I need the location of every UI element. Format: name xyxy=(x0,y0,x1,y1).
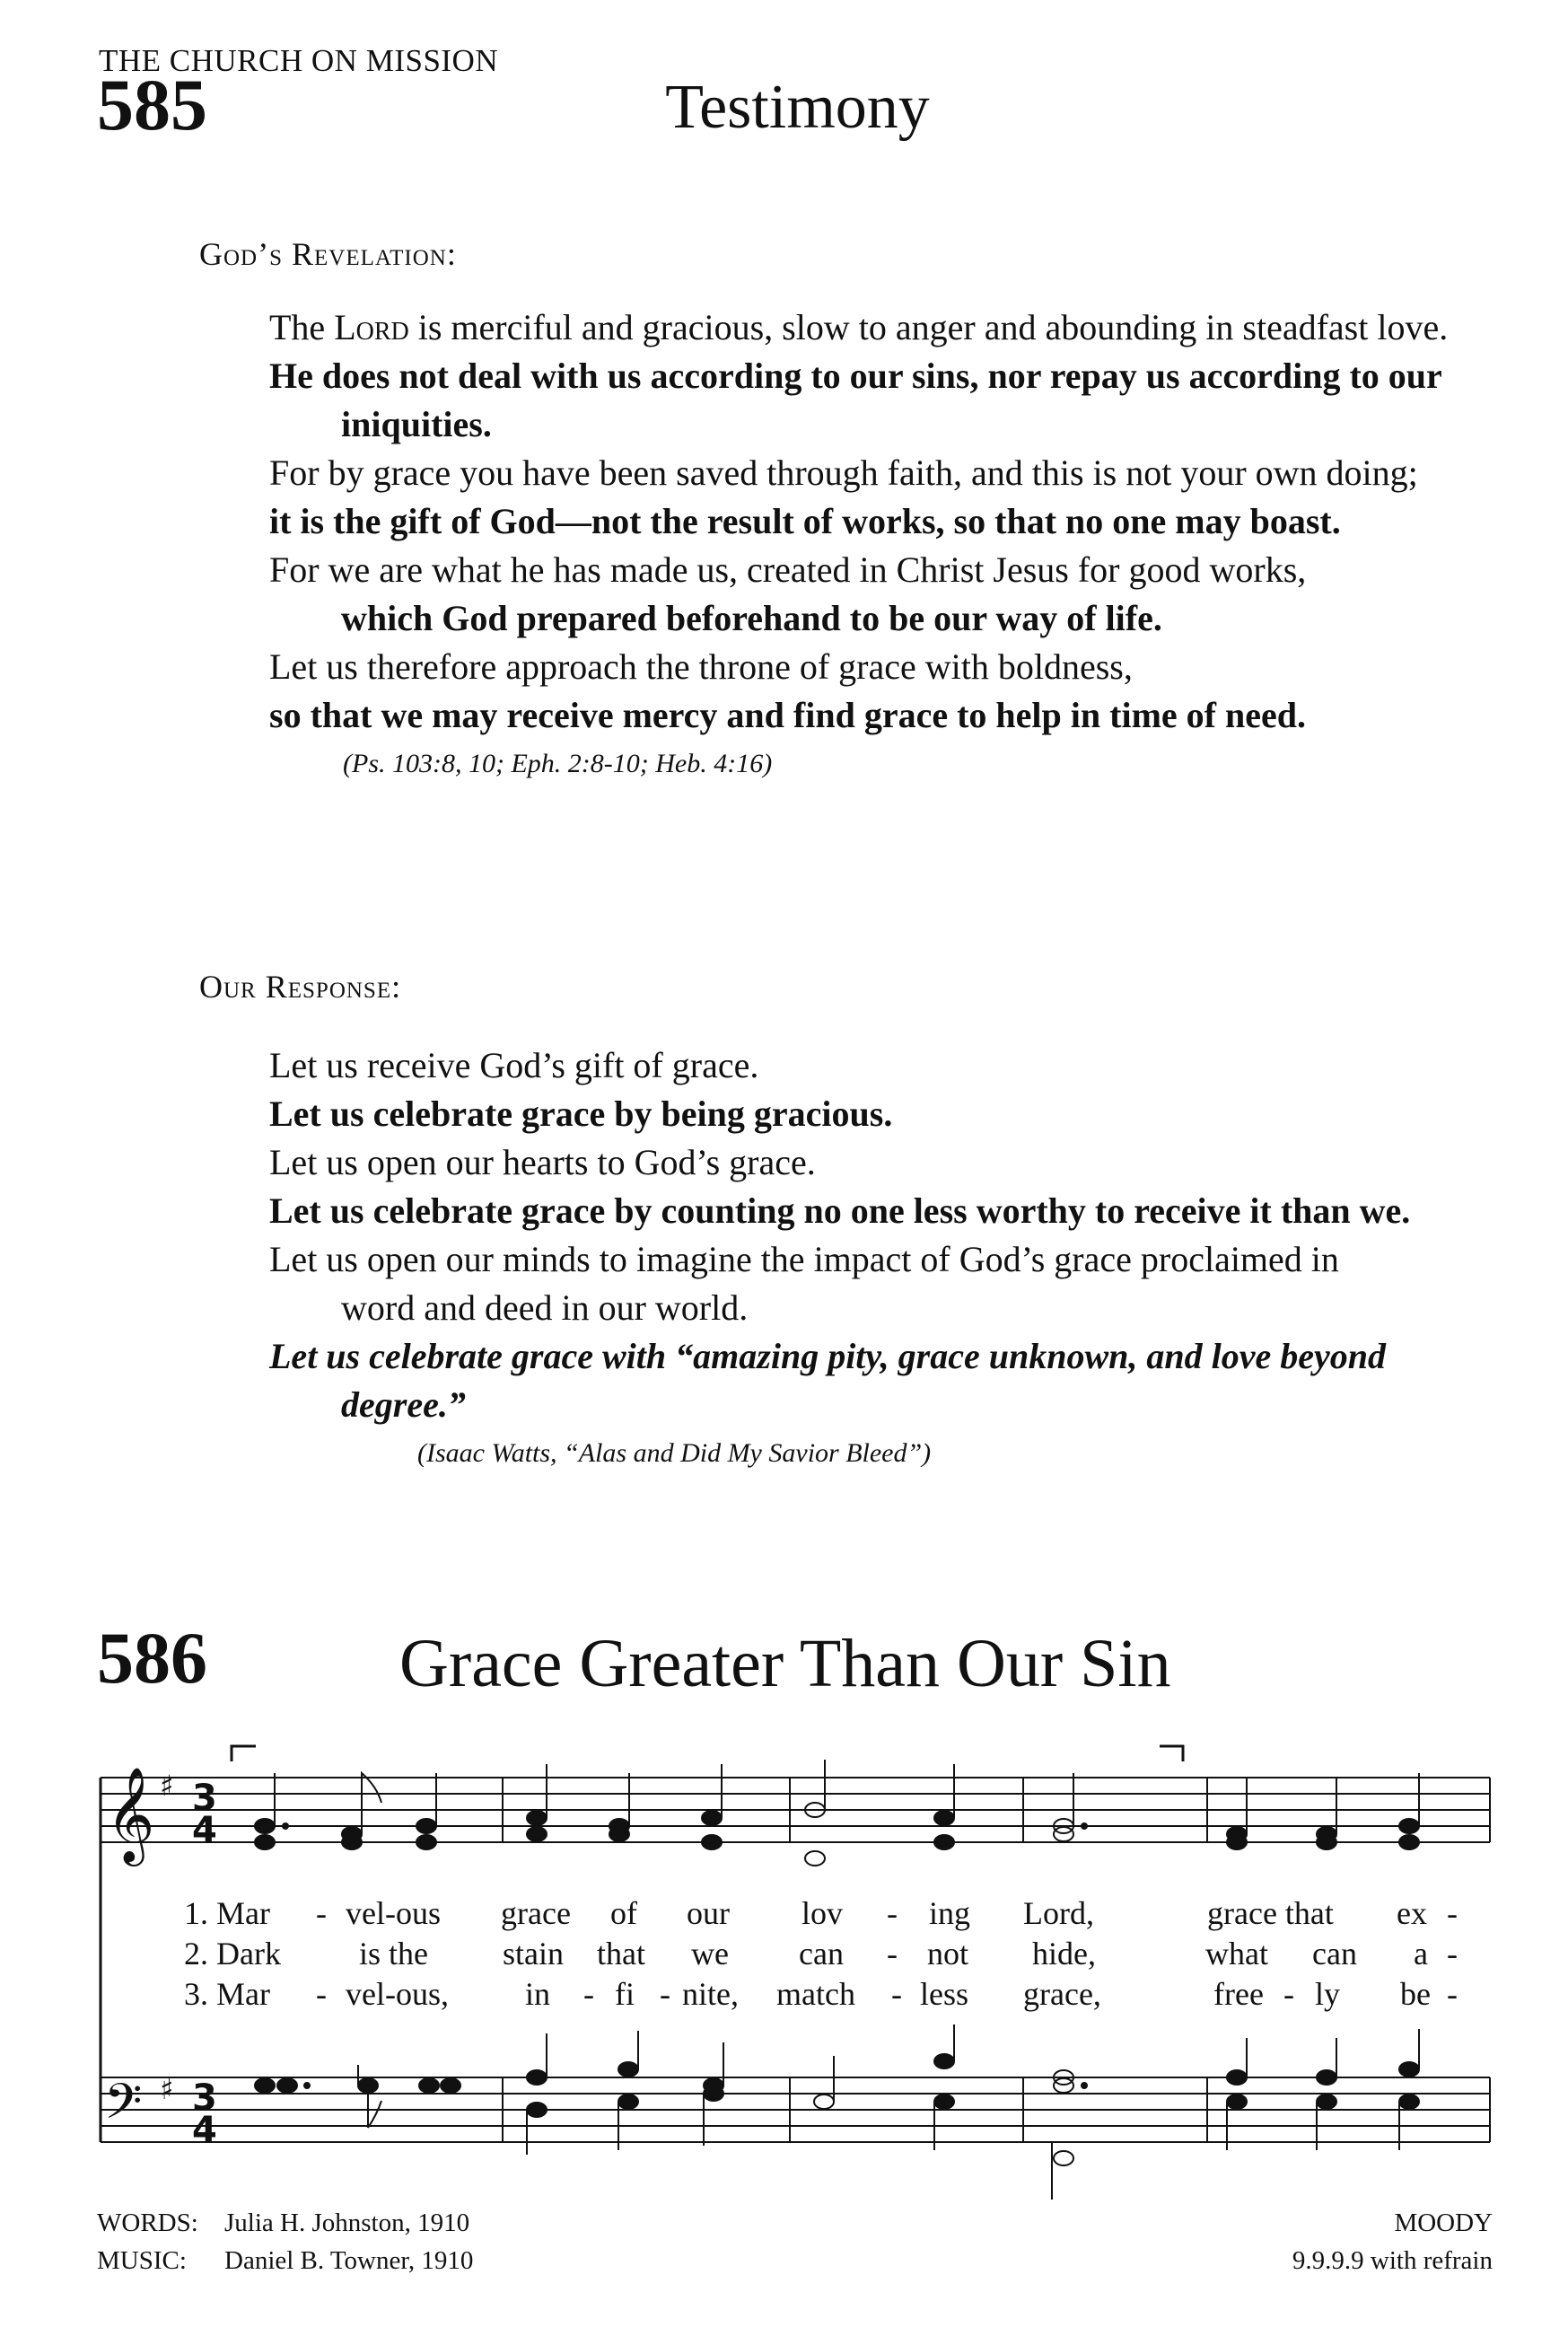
revelation-heading: God’s Revelation: xyxy=(199,236,457,272)
lyric-syllable: vel-ous xyxy=(346,1895,441,1931)
lyric-syllable: ing xyxy=(929,1895,971,1931)
hymn-586-title: Grace Greater Than Our Sin xyxy=(399,1626,1171,1701)
lyric-syllable: 1. Mar xyxy=(184,1895,270,1931)
hymn-585-title: Testimony xyxy=(665,73,930,142)
revelation-line: For by grace you have been saved through faith, and this is not your own doing; xyxy=(269,452,1418,493)
revelation-citation: (Ps. 103:8, 10; Eph. 2:8-10; Heb. 4:16) xyxy=(343,749,773,778)
revelation-line: The Lord is merciful and gracious, slow to anger and abounding in steadfast love. xyxy=(269,307,1449,347)
lyric-syllable: - xyxy=(316,1976,327,2012)
music-credit: Daniel B. Towner, 1910 xyxy=(224,2246,474,2275)
section-header: THE CHURCH ON MISSION xyxy=(99,43,499,78)
lyric-syllable: Lord, xyxy=(1023,1895,1094,1931)
lyric-syllable: what xyxy=(1205,1936,1268,1972)
svg-text:3: 3 xyxy=(192,2077,217,2119)
response-line: Let us celebrate grace with “amazing pity, grace unknown, and love beyond degree.” xyxy=(269,1336,1387,1425)
lyric-syllable: - xyxy=(1447,1895,1458,1931)
lyric-syllable: - xyxy=(887,1936,898,1972)
revelation-line: which God prepared beforehand to be our way of life. xyxy=(341,598,1162,638)
lyric-syllable: - xyxy=(891,1976,902,2012)
lyric-syllable: lov xyxy=(802,1895,844,1931)
lyric-syllable: grace that xyxy=(1207,1895,1334,1931)
svg-text:𝄢: 𝄢 xyxy=(104,2073,143,2142)
lyric-syllable: a xyxy=(1414,1936,1428,1972)
lyric-syllable: our xyxy=(687,1895,730,1931)
response-line: Let us open our hearts to God’s grace. xyxy=(269,1142,816,1182)
lyric-syllable: of xyxy=(610,1895,637,1931)
lyric-syllable: fi xyxy=(615,1976,635,2012)
lyric-syllable: match xyxy=(776,1976,855,2012)
lyric-syllable: - xyxy=(660,1976,670,2012)
response-heading: Our Response: xyxy=(199,969,402,1005)
svg-text:♯: ♯ xyxy=(160,1769,174,1803)
revelation-line: so that we may receive mercy and find grace to help in time of need. xyxy=(269,695,1306,735)
response-line: Let us celebrate grace by counting no one less worthy to receive it than we. xyxy=(269,1190,1411,1231)
hymn-585-number: 585 xyxy=(97,64,207,145)
lyric-syllable: ex xyxy=(1397,1895,1427,1931)
revelation-line: He does not deal with us according to our sins, nor repay us according to our iniquities. xyxy=(269,356,1442,444)
lyric-syllable: - xyxy=(583,1976,594,2012)
svg-text:4: 4 xyxy=(192,2110,217,2151)
lyric-syllable: less xyxy=(920,1976,968,2012)
response-citation: (Isaac Watts, “Alas and Did My Savior Bleed”) xyxy=(417,1438,932,1468)
lyric-syllable: 3. Mar xyxy=(184,1976,270,2012)
svg-text:3: 3 xyxy=(192,1778,217,1819)
lyric-syllable: that xyxy=(597,1936,645,1972)
lyric-syllable: we xyxy=(691,1936,729,1972)
lyric-syllable: not xyxy=(927,1936,969,1972)
lyric-syllable: - xyxy=(887,1895,898,1931)
lyric-syllable: - xyxy=(316,1895,327,1931)
lyric-syllable: in xyxy=(525,1976,551,2012)
revelation-line: For we are what he has made us, created in Christ Jesus for good works, xyxy=(269,549,1307,590)
lyric-syllable: is the xyxy=(359,1936,428,1972)
lyric-syllable: - xyxy=(1447,1976,1458,2012)
revelation-line: it is the gift of God—not the result of works, so that no one may boast. xyxy=(269,501,1341,541)
lyric-syllable: hide, xyxy=(1032,1936,1096,1972)
words-label: WORDS: xyxy=(97,2209,198,2237)
lyric-syllable: ly xyxy=(1315,1976,1341,2012)
words-credit: Julia H. Johnston, 1910 xyxy=(224,2209,470,2237)
svg-text:4: 4 xyxy=(192,1810,217,1851)
lyric-syllable: be xyxy=(1400,1976,1431,2012)
lyric-syllable: - xyxy=(1283,1976,1294,2012)
revelation-line: Let us therefore approach the throne of grace with boldness, xyxy=(269,646,1133,687)
lyric-syllable: 2. Dark xyxy=(184,1936,281,1972)
response-line: Let us receive God’s gift of grace. xyxy=(269,1045,759,1085)
lyric-syllable: stain xyxy=(503,1936,564,1972)
meter: 9.9.9.9 with refrain xyxy=(1292,2246,1493,2275)
lyric-syllable: can xyxy=(799,1936,844,1972)
lyric-syllable: grace, xyxy=(1023,1976,1101,2012)
lyric-syllable: - xyxy=(1447,1936,1458,1972)
lyric-syllable: free xyxy=(1213,1976,1264,2012)
lyric-syllable: grace xyxy=(501,1895,571,1931)
lyric-syllable: can xyxy=(1312,1936,1357,1972)
music-label: MUSIC: xyxy=(97,2246,187,2275)
tune-name: MOODY xyxy=(1394,2209,1493,2237)
svg-text:♯: ♯ xyxy=(160,2072,174,2106)
svg-text:𝄞: 𝄞 xyxy=(106,1766,155,1862)
lyric-syllable: nite, xyxy=(682,1976,739,2012)
lyric-syllable: vel-ous, xyxy=(346,1976,449,2012)
response-line: Let us celebrate grace by being gracious. xyxy=(269,1093,893,1134)
hymn-586-number: 586 xyxy=(97,1617,207,1699)
response-line: Let us open our minds to imagine the impact of God’s grace proclaimed in word and deed in our world. xyxy=(269,1239,1339,1328)
